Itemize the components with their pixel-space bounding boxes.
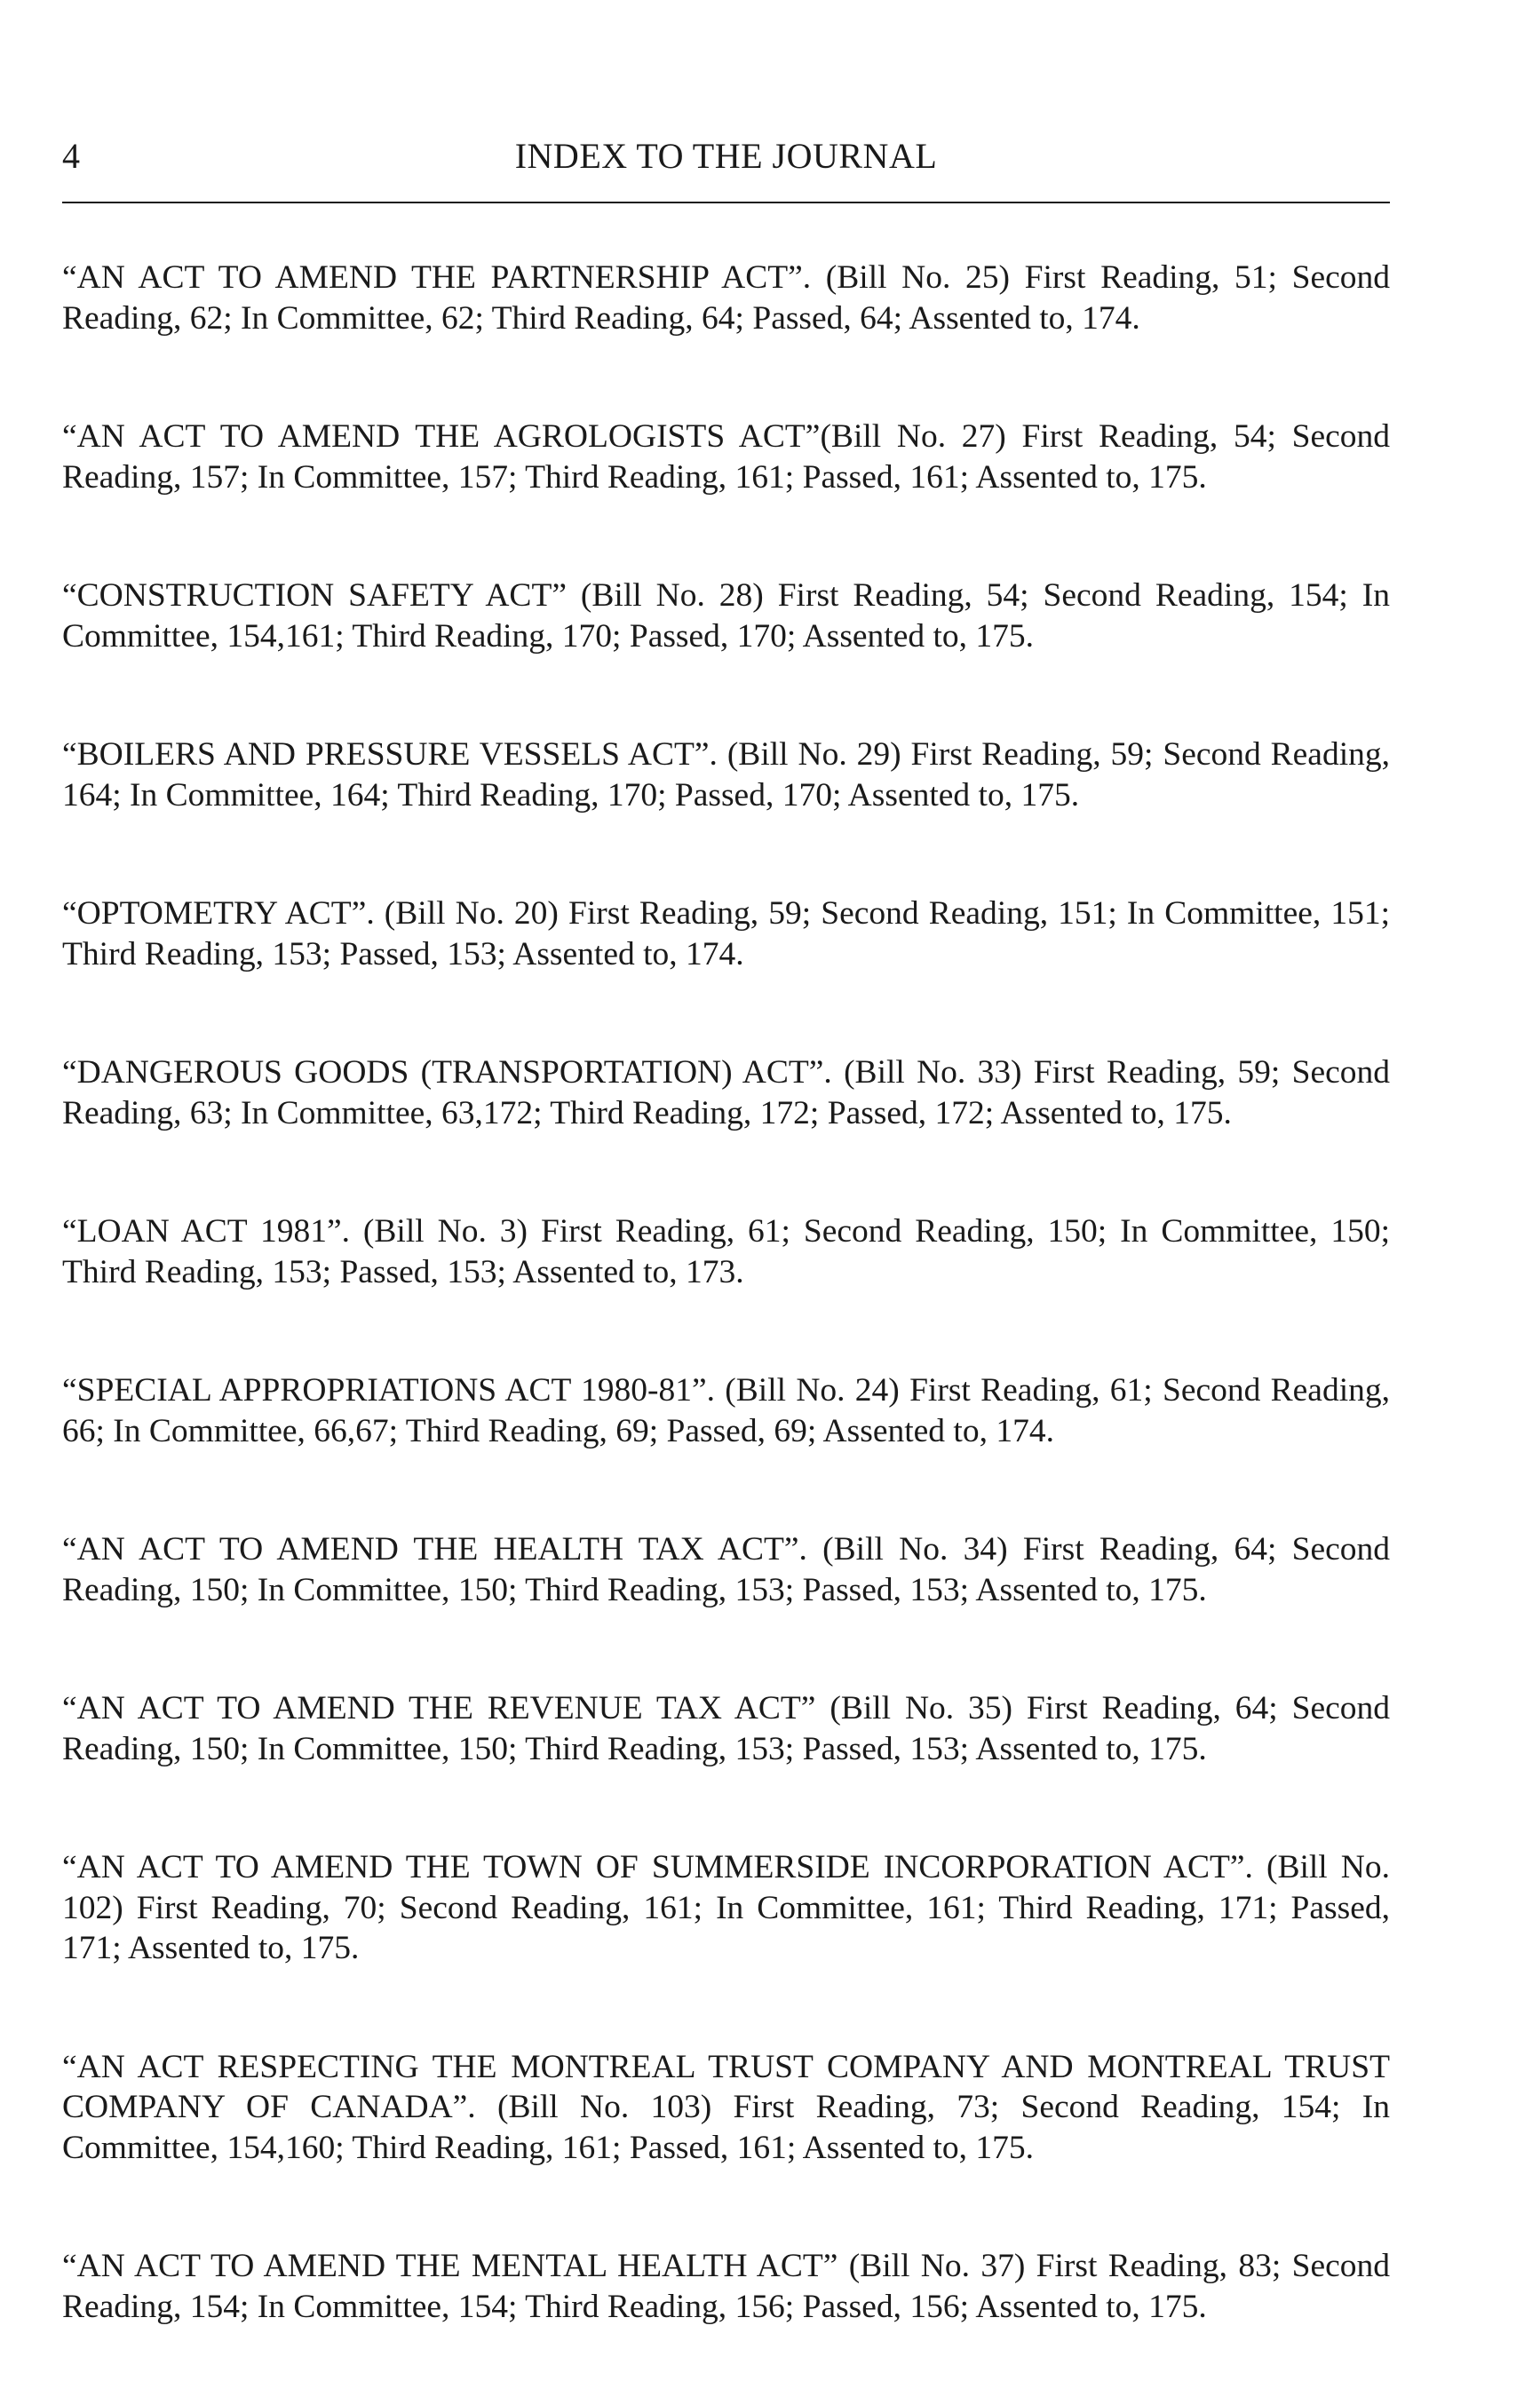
index-entry: “AN ACT TO AMEND THE MENTAL HEALTH ACT” (Bill No. 37) First Reading, 83; Second Reading, 154; In Committee, 154; Third Reading, 156; Passed, 156; Assented to, 175. bbox=[62, 2248, 1390, 2325]
index-entry: “AN ACT TO AMEND THE HEALTH TAX ACT”. (Bill No. 34) First Reading, 64; Second Reading, 150; In Committee, 150; Third Reading, 153; Passed, 153; Assented to, 175. bbox=[62, 1531, 1390, 1608]
journal-page bbox=[62, 0, 1390, 2380]
header-rule bbox=[62, 202, 1390, 203]
index-entry: “OPTOMETRY ACT”. (Bill No. 20) First Reading, 59; Second Reading, 151; In Committee, 151; Third Reading, 153; Passed, 153; Assented to, 174. bbox=[62, 895, 1390, 972]
page-number: 4 bbox=[62, 136, 80, 176]
index-entry: “CONSTRUCTION SAFETY ACT” (Bill No. 28) First Reading, 54; Second Reading, 154; In Committee, 154,161; Third Reading, 170; Passed, 170; Assented to, 175. bbox=[62, 577, 1390, 655]
index-entry: “BOILERS AND PRESSURE VESSELS ACT”. (Bill No. 29) First Reading, 59; Second Reading, 164; In Committee, 164; Third Reading, 170; Passed, 170; Assented to, 175. bbox=[62, 736, 1390, 814]
running-head-title: INDEX TO THE JOURNAL bbox=[514, 136, 938, 176]
index-entry: “SPECIAL APPROPRIATIONS ACT 1980-81”. (Bill No. 24) First Reading, 61; Second Reading, 66; In Committee, 66,67; Third Reading, 69; Passed, 69; Assented to, 174. bbox=[62, 1372, 1390, 1449]
index-entry: “AN ACT TO AMEND THE PARTNERSHIP ACT”. (Bill No. 25) First Reading, 51; Second Reading, 62; In Committee, 62; Third Reading, 64; Passed, 64; Assented to, 174. bbox=[62, 259, 1390, 337]
index-entry: “AN ACT RESPECTING THE MONTREAL TRUST COMPANY AND MONTREAL TRUST COMPANY OF CANADA”. (Bill No. 103) First Reading, 73; Second Reading, 154; In Committee, 154,160; Third Reading, 161; Passed, 161; Assented to, 175. bbox=[62, 2048, 1390, 2166]
index-entry: “AN ACT TO AMEND THE AGROLOGISTS ACT”(Bill No. 27) First Reading, 54; Second Reading, 157; In Committee, 157; Third Reading, 161; Passed, 161; Assented to, 175. bbox=[62, 418, 1390, 496]
index-entry: “LOAN ACT 1981”. (Bill No. 3) First Reading, 61; Second Reading, 150; In Committee, 150; Third Reading, 153; Passed, 153; Assented to, 173. bbox=[62, 1213, 1390, 1290]
index-entries bbox=[62, 258, 1390, 2405]
running-head bbox=[62, 131, 1390, 181]
index-entry: “DANGEROUS GOODS (TRANSPORTATION) ACT”. (Bill No. 33) First Reading, 59; Second Reading, 63; In Committee, 63,172; Third Reading, 172; Passed, 172; Assented to, 175. bbox=[62, 1054, 1390, 1131]
index-entry: “AN ACT TO AMEND THE TOWN OF SUMMERSIDE INCORPORATION ACT”. (Bill No. 102) First Reading, 70; Second Reading, 161; In Committee, 161; Third Reading, 171; Passed, 171; Assented to, 175. bbox=[62, 1849, 1390, 1966]
index-entry: “AN ACT TO AMEND THE REVENUE TAX ACT” (Bill No. 35) First Reading, 64; Second Reading, 150; In Committee, 150; Third Reading, 153; Passed, 153; Assented to, 175. bbox=[62, 1690, 1390, 1767]
